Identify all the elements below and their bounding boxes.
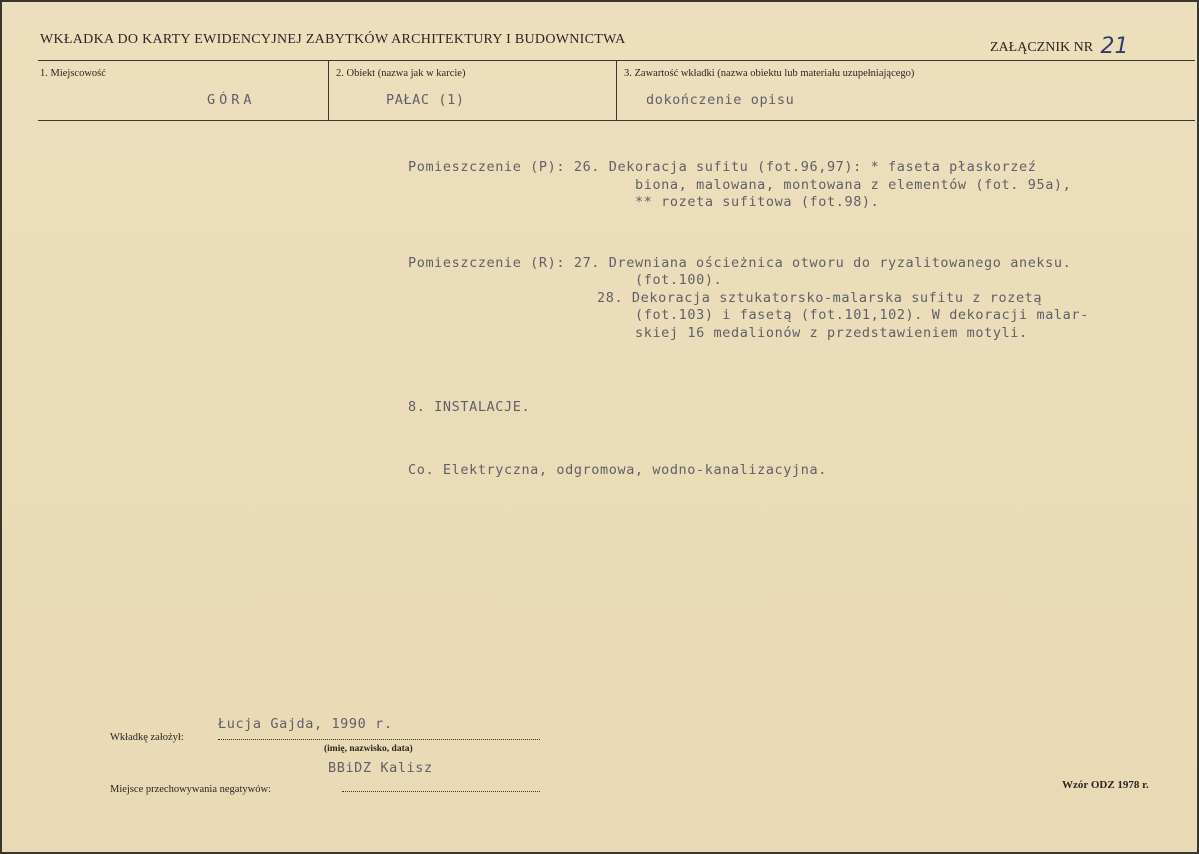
place-label: 1. Miejscowość: [40, 68, 106, 79]
entry-26-line-1: Dekoracja sufitu (fot.96,97): * faseta płaskorzeź: [608, 159, 1037, 175]
entry-28-line-2: (fot.103) i fasetą (fot.101,102). W dekoracji malar-: [635, 307, 1089, 323]
entry-26-number: 26.: [573, 159, 601, 175]
object-value: PAŁAC (1): [386, 92, 465, 108]
entry-26-line-2: biona, malowana, montowana z elementów (fot. 95a),: [635, 176, 1072, 193]
place-value: GÓRA: [207, 92, 256, 108]
section-8-heading: 8. INSTALACJE.: [408, 399, 531, 415]
entry-27-line-2: (fot.100).: [635, 272, 723, 288]
entry-27-line-1: Drewniana ościeżnica otworu do ryzalitowanego aneksu.: [608, 254, 1072, 271]
form-code: Wzór ODZ 1978 r.: [1062, 779, 1149, 791]
room-r-label: Pomieszczenie (R):: [408, 254, 566, 271]
made-by-note: (imię, nazwisko, data): [324, 744, 413, 754]
section-8-text: Co. Elektryczna, odgromowa, wodno-kanalizacyjna.: [408, 461, 827, 478]
object-label: 2. Obiekt (nazwa jak w karcie): [336, 68, 466, 79]
made-by-line: [218, 739, 540, 740]
card-title: WKŁADKA DO KARTY EWIDENCYJNEJ ZABYTKÓW ARCHITEKTURY I BUDOWNICTWA: [40, 32, 626, 47]
room-r-group: [408, 255, 1089, 343]
room-p-label: Pomieszczenie (P):: [408, 159, 566, 175]
description-body: [408, 124, 1089, 514]
content-value: dokończenie opisu: [646, 92, 795, 108]
annex-label-text: ZAŁĄCZNIK NR: [990, 40, 1094, 55]
made-by-label: Wkładkę założył:: [110, 732, 184, 743]
entry-26-line-3: ** rozeta sufitowa (fot.98).: [635, 194, 880, 210]
entry-28-number: 28.: [597, 289, 624, 306]
negatives-label: Miejsce przechowywania negatywów:: [110, 784, 271, 795]
column-divider-1: [328, 60, 329, 120]
content-label: 3. Zawartość wkładki (nazwa obiektu lub materiału uzupełniającego): [624, 68, 915, 79]
negatives-line: [342, 791, 540, 792]
column-divider-2: [616, 60, 617, 120]
annex-label: [990, 32, 1129, 57]
made-by-value: Łucja Gajda, 1990 r.: [218, 716, 393, 732]
negatives-value: BBiDZ Kalisz: [328, 760, 433, 776]
entry-28-line-3: skiej 16 medalionów z przedstawieniem motyli.: [635, 324, 1028, 341]
entry-28-line-1: Dekoracja sztukatorsko-malarska sufitu z rozetą: [631, 289, 1043, 306]
room-p-group: [408, 159, 1089, 212]
columns-bottom-rule: [38, 120, 1195, 121]
entry-27-number: 27.: [573, 254, 601, 271]
annex-number: 21: [1100, 34, 1129, 59]
